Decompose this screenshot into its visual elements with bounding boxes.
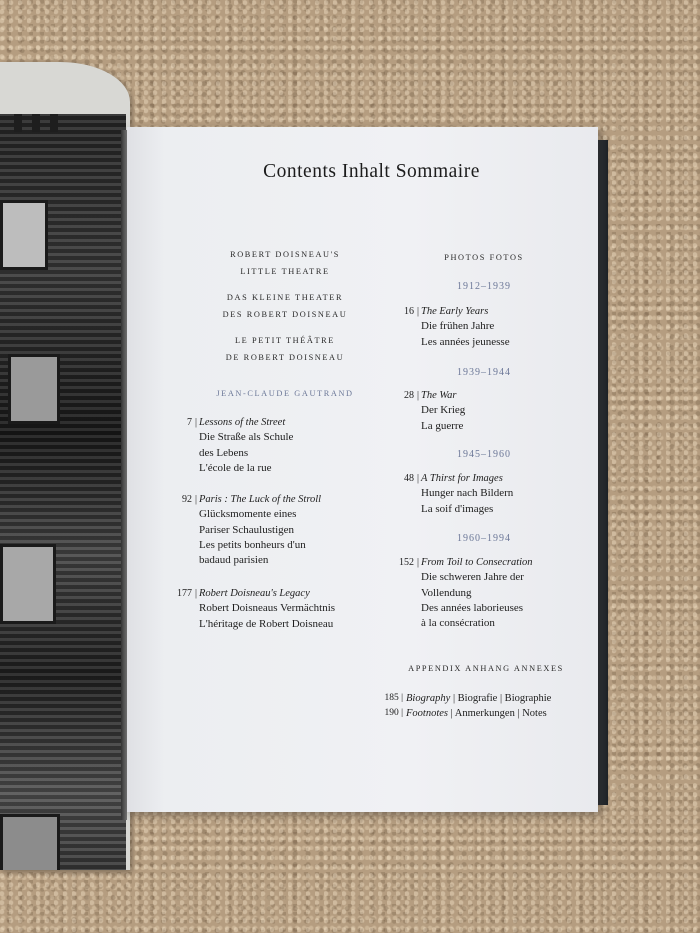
essay-entry: 177 | Robert Doisneau's Legacy Robert Doisneaus Vermächtnis L'héritage de Robert Doisneau (177, 588, 336, 630)
window (8, 354, 60, 424)
page-number: 152 (399, 557, 414, 568)
window (0, 814, 60, 870)
appendix-heading: APPENDIX ANHANG ANNEXES (408, 664, 564, 673)
page-number: 190 | (384, 708, 403, 718)
entry-title: The War (421, 390, 457, 401)
page-number: 48 (404, 473, 414, 484)
entry-title: Paris : The Luck of the Stroll (199, 494, 322, 505)
period-years: 1939–1944 (457, 367, 511, 378)
period-years: 1912–1939 (457, 281, 511, 292)
chimney (50, 114, 58, 132)
essay-entry: 92 | Paris : The Luck of the Stroll Glücksmomente eines Pariser Schaulustigen Les petits bonheurs d'un badaud parisien (182, 494, 322, 567)
chimney (14, 114, 22, 132)
intro-de: DAS KLEINE THEATER DES ROBERT DOISNEAU (222, 293, 348, 319)
entry-title: Lessons of the Street (199, 417, 286, 428)
entry-title: The Early Years (421, 306, 489, 317)
intro-headings (185, 246, 385, 375)
appendix-entry: 185 | Biography | Biografie | Biographie (384, 693, 552, 704)
window (0, 200, 48, 270)
page-number: 28 (404, 390, 414, 401)
period-entry: 28 | The War Der Krieg La guerre (404, 390, 466, 432)
author-name: JEAN-CLAUDE GAUTRAND (216, 389, 354, 398)
period-years: 1960–1994 (457, 533, 511, 544)
entry-title: Footnotes (406, 708, 448, 719)
page-number: 92 (182, 494, 192, 505)
entry-title: Robert Doisneau's Legacy (199, 588, 310, 599)
page-title: Contents Inhalt Sommaire (263, 161, 480, 182)
page-number: 16 (404, 306, 414, 317)
chimney (32, 114, 40, 132)
entry-title: A Thirst for Images (421, 473, 503, 484)
appendix-entry: 190 | Footnotes | Anmerkungen | Notes (384, 708, 547, 719)
contents-page (127, 127, 598, 812)
page-number: 185 | (384, 693, 403, 703)
entry-title: Biography (406, 693, 451, 704)
period-entry: 48 | A Thirst for Images Hunger nach Bildern La soif d'images (404, 473, 514, 515)
entry-title: From Toil to Consecration (421, 557, 533, 568)
page-number: 7 (187, 417, 192, 428)
intro-fr: LE PETIT THÉÂTRE DE ROBERT DOISNEAU (225, 336, 345, 362)
period-entry: 16 | The Early Years Die frühen Jahre Les années jeunesse (404, 306, 510, 348)
left-page-photo (0, 62, 130, 870)
photos-heading: PHOTOS FOTOS (444, 253, 524, 262)
period-entry: 152 | From Toil to Consecration Die schweren Jahre der Vollendung Des années laborieuses à la consécration (399, 557, 533, 630)
period-years: 1945–1960 (457, 449, 511, 460)
page-number: 177 (177, 588, 192, 599)
essay-entry: 7 | Lessons of the Street Die Straße als Schule des Lebens L'école de la rue (187, 417, 294, 474)
window (0, 544, 56, 624)
intro-en: ROBERT DOISNEAU'S LITTLE THEATRE (230, 250, 340, 276)
building-photograph (0, 114, 126, 870)
